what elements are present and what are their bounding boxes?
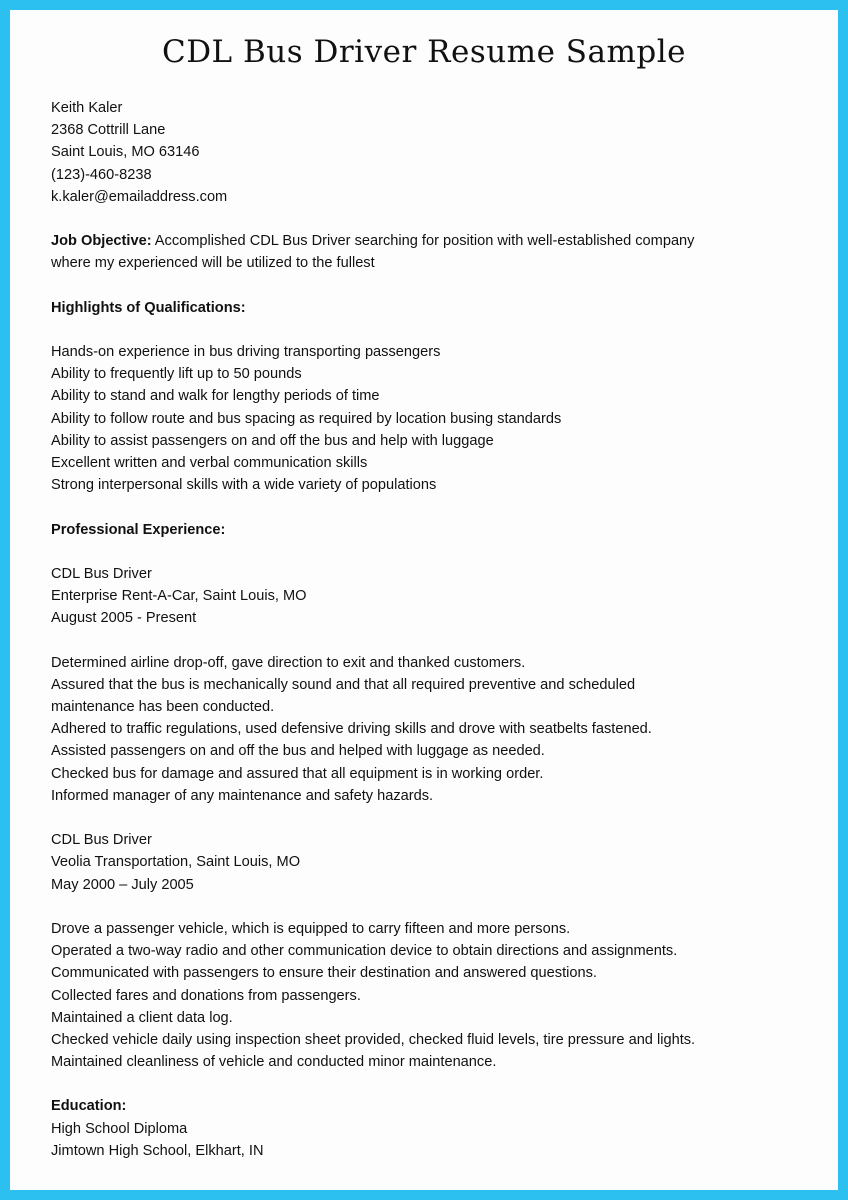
job-duty: Assured that the bus is mechanically sound and that all required preventive and scheduled — [51, 676, 636, 693]
job-objective-text-cont: where my experienced will be utilized to the fullest — [51, 255, 375, 272]
education-item: High School Diploma — [51, 1120, 188, 1137]
job-dates: August 2005 - Present — [51, 610, 197, 627]
highlights-heading-text: Highlights of Qualifications: — [51, 299, 246, 316]
job-dates: May 2000 – July 2005 — [51, 876, 194, 893]
highlight-item: Strong interpersonal skills with a wide variety of populations — [51, 477, 437, 494]
job-objective-text: Accomplished CDL Bus Driver searching for position with well-established company — [151, 233, 695, 250]
job-duty: Checked vehicle daily using inspection sheet provided, checked fluid levels, tire pressure and lights. — [51, 1031, 696, 1048]
job-duty: Determined airline drop-off, gave direction to exit and thanked customers. — [51, 654, 526, 671]
job-objective-label: Job Objective: — [51, 233, 152, 250]
contact-line: Keith Kaler — [51, 100, 123, 116]
resume-page — [10, 10, 838, 1190]
highlights-heading — [51, 297, 695, 319]
highlight-item: Ability to follow route and bus spacing as required by location busing standards — [51, 410, 562, 427]
contact-line: (123)-460-8238 — [51, 166, 152, 183]
job-duty: Maintained cleanliness of vehicle and conducted minor maintenance. — [51, 1054, 497, 1071]
job-duty: Assisted passengers on and off the bus and helped with luggage as needed. — [51, 743, 545, 760]
job-objective — [51, 230, 695, 252]
highlight-item: Hands-on experience in bus driving transporting passengers — [51, 344, 441, 361]
job-duty: Maintained a client data log. — [51, 1009, 233, 1026]
education-heading — [51, 1095, 695, 1117]
job-duty: maintenance has been conducted. — [51, 699, 275, 716]
contact-line: Saint Louis, MO 63146 — [51, 144, 200, 161]
job-duty: Collected fares and donations from passengers. — [51, 987, 361, 1004]
experience-heading — [51, 519, 695, 541]
resume-body — [51, 97, 695, 1162]
job-title: CDL Bus Driver — [51, 565, 152, 582]
highlight-item: Ability to assist passengers on and off the bus and help with luggage — [51, 432, 494, 449]
job-duty: Drove a passenger vehicle, which is equipped to carry fifteen and more persons. — [51, 920, 571, 937]
job-duty: Informed manager of any maintenance and safety hazards. — [51, 787, 434, 804]
job-company: Veolia Transportation, Saint Louis, MO — [51, 854, 301, 871]
job-title: CDL Bus Driver — [51, 832, 152, 849]
highlight-item: Ability to frequently lift up to 50 pounds — [51, 366, 302, 383]
contact-line: k.kaler@emailaddress.com — [51, 188, 228, 205]
highlight-item: Excellent written and verbal communication skills — [51, 455, 368, 471]
education-heading-text: Education: — [51, 1098, 127, 1115]
highlight-item: Ability to stand and walk for lengthy periods of time — [51, 388, 380, 405]
job-duty: Checked bus for damage and assured that all equipment is in working order. — [51, 765, 544, 782]
job-duty: Communicated with passengers to ensure their destination and answered questions. — [51, 965, 597, 982]
page-title: CDL Bus Driver Resume Sample — [161, 34, 687, 70]
job-company: Enterprise Rent-A-Car, Saint Louis, MO — [51, 588, 307, 605]
experience-heading-text: Professional Experience: — [51, 521, 226, 538]
job-duty: Operated a two-way radio and other communication device to obtain directions and assignments. — [51, 943, 678, 960]
education-item: Jimtown High School, Elkhart, IN — [51, 1142, 264, 1159]
job-duty: Adhered to traffic regulations, used defensive driving skills and drove with seatbelts fastened. — [51, 721, 652, 738]
contact-line: 2368 Cottrill Lane — [51, 122, 166, 139]
